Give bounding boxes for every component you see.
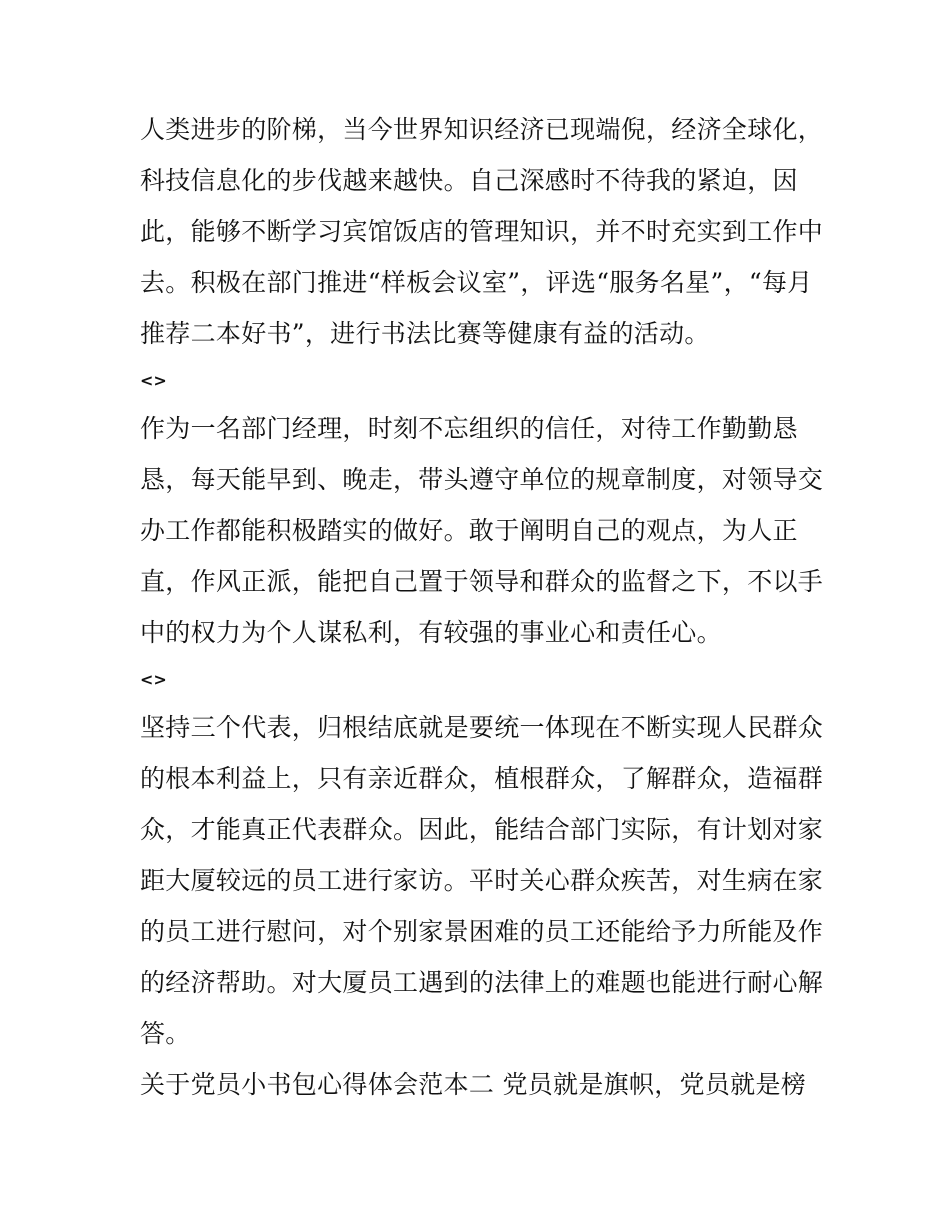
text-line: 关于党员小书包心得体会范本二 党员就是旗帜，党员就是榜 — [140, 1070, 807, 1099]
section-separator: <> — [140, 670, 167, 689]
text-line: 的根本利益上，只有亲近群众，植根群众，了解群众，造福群 — [140, 764, 824, 793]
text-line: 的经济帮助。对大厦员工遇到的法律上的难题也能进行耐心解 — [140, 968, 824, 997]
text-line: 推荐二本好书”，进行书法比赛等健康有益的活动。 — [140, 319, 710, 348]
text-line: 恳，每天能早到、晚走，带头遵守单位的规章制度，对领导交 — [140, 465, 824, 494]
section-separator: <> — [140, 371, 167, 390]
text-line: 人类进步的阶梯，当今世界知识经济已现端倪，经济全球化， — [140, 115, 824, 144]
text-line: 众，才能真正代表群众。因此，能结合部门实际，有计划对家 — [140, 815, 824, 844]
text-line: 作为一名部门经理，时刻不忘组织的信任，对待工作勤勤恳 — [140, 414, 798, 443]
text-line: 此，能够不断学习宾馆饭店的管理知识，并不时充实到工作中 — [140, 217, 824, 246]
text-line: 直，作风正派，能把自己置于领导和群众的监督之下，不以手 — [140, 567, 824, 596]
text-line: 办工作都能积极踏实的做好。敢于阐明自己的观点，为人正 — [140, 516, 798, 545]
text-line: 的员工进行慰问，对个别家景困难的员工还能给予力所能及作 — [140, 917, 824, 946]
text-line: 答。 — [140, 1019, 191, 1048]
document-body — [140, 104, 824, 1110]
text-line: 去。积极在部门推进“样板会议室”，评选“服务名星”，“每月 — [140, 268, 813, 297]
text-line: 坚持三个代表，归根结底就是要统一体现在不断实现人民群众 — [140, 713, 824, 742]
text-line: 距大厦较远的员工进行家访。平时关心群众疾苦，对生病在家 — [140, 866, 824, 895]
text-line: 科技信息化的步伐越来越快。自己深感时不待我的紧迫，因 — [140, 166, 798, 195]
text-line: 中的权力为个人谋私利，有较强的事业心和责任心。 — [140, 618, 722, 647]
